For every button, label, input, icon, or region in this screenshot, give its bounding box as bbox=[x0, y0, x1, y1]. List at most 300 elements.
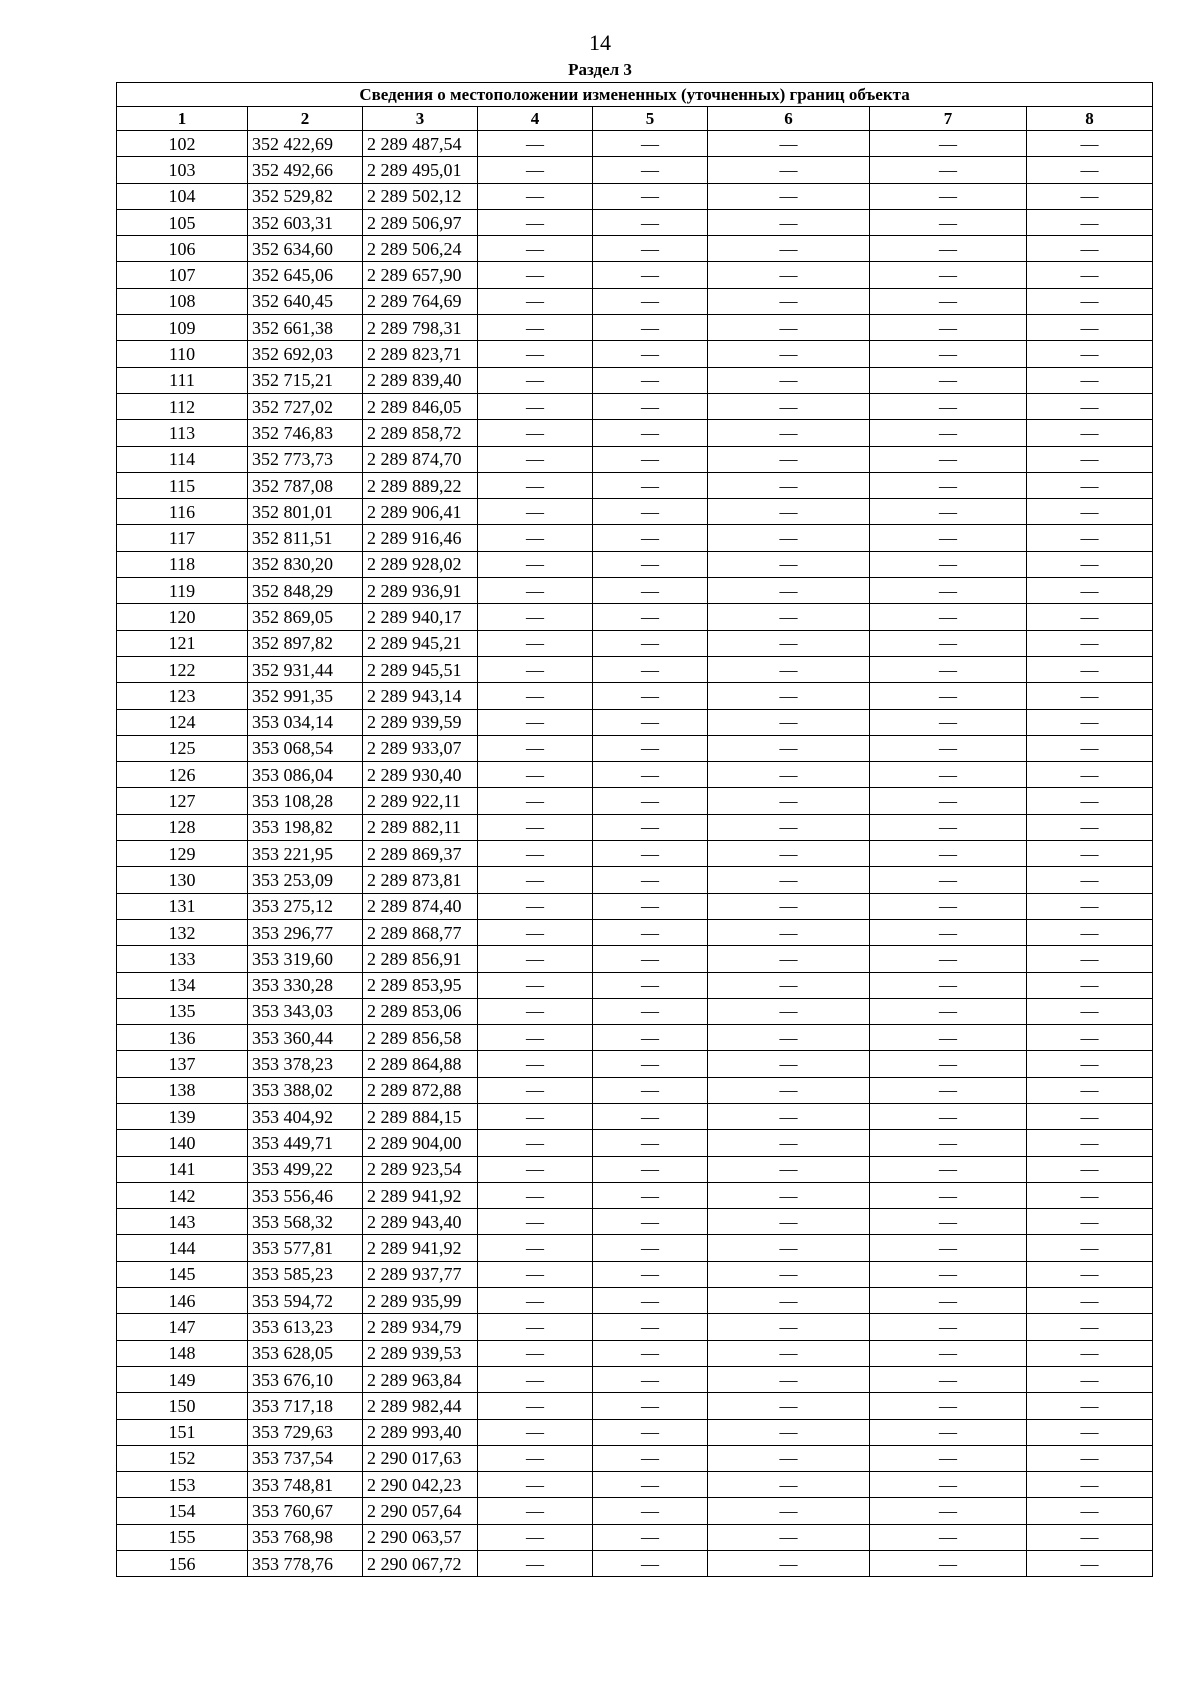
dash-marker: — bbox=[526, 869, 544, 890]
empty-cell bbox=[870, 1419, 1027, 1445]
empty-cell bbox=[1027, 288, 1153, 314]
point-number-cell: 107 bbox=[117, 262, 248, 288]
dash-marker: — bbox=[526, 422, 544, 443]
dash-marker: — bbox=[939, 1080, 957, 1101]
empty-cell bbox=[870, 1261, 1027, 1287]
empty-cell bbox=[478, 814, 593, 840]
empty-cell bbox=[1027, 236, 1153, 262]
column-header: 6 bbox=[708, 107, 870, 131]
y-coordinate-cell: 2 289 934,79 bbox=[363, 1314, 478, 1340]
empty-cell bbox=[708, 131, 870, 157]
dash-marker: — bbox=[526, 1527, 544, 1548]
dash-marker: — bbox=[1080, 1343, 1099, 1364]
point-number-cell: 105 bbox=[117, 209, 248, 235]
dash-marker: — bbox=[641, 1290, 659, 1311]
empty-cell bbox=[593, 525, 708, 551]
empty-cell bbox=[593, 604, 708, 630]
dash-marker: — bbox=[526, 1448, 544, 1469]
table-caption: Сведения о местоположении измененных (уточненных) границ объекта bbox=[117, 83, 1153, 107]
dash-marker: — bbox=[641, 633, 659, 654]
dash-marker: — bbox=[526, 1027, 544, 1048]
empty-cell bbox=[1027, 946, 1153, 972]
empty-cell bbox=[708, 1340, 870, 1366]
y-coordinate-cell: 2 289 506,24 bbox=[363, 236, 478, 262]
dash-marker: — bbox=[939, 554, 957, 575]
dash-marker: — bbox=[779, 1027, 798, 1048]
y-coordinate-cell: 2 289 963,84 bbox=[363, 1366, 478, 1392]
empty-cell bbox=[1027, 683, 1153, 709]
table-row bbox=[117, 367, 1153, 393]
empty-cell bbox=[870, 998, 1027, 1024]
dash-marker: — bbox=[1080, 238, 1099, 259]
empty-cell bbox=[708, 393, 870, 419]
x-coordinate-cell: 352 746,83 bbox=[248, 420, 363, 446]
table-row bbox=[117, 919, 1153, 945]
dash-marker: — bbox=[526, 1001, 544, 1022]
dash-marker: — bbox=[641, 843, 659, 864]
empty-cell bbox=[478, 709, 593, 735]
empty-cell bbox=[1027, 1288, 1153, 1314]
empty-cell bbox=[870, 578, 1027, 604]
dash-marker: — bbox=[779, 396, 798, 417]
empty-cell bbox=[1027, 1472, 1153, 1498]
dash-marker: — bbox=[779, 685, 798, 706]
empty-cell bbox=[593, 341, 708, 367]
dash-marker: — bbox=[939, 843, 957, 864]
dash-marker: — bbox=[779, 1238, 798, 1259]
point-number-cell: 109 bbox=[117, 315, 248, 341]
table-row bbox=[117, 1498, 1153, 1524]
dash-marker: — bbox=[641, 1501, 659, 1522]
dash-marker: — bbox=[779, 1264, 798, 1285]
table-row bbox=[117, 262, 1153, 288]
dash-marker: — bbox=[641, 133, 659, 154]
x-coordinate-cell: 353 360,44 bbox=[248, 1025, 363, 1051]
dash-marker: — bbox=[641, 449, 659, 470]
empty-cell bbox=[708, 1498, 870, 1524]
empty-cell bbox=[593, 1051, 708, 1077]
dash-marker: — bbox=[641, 975, 659, 996]
empty-cell bbox=[708, 788, 870, 814]
y-coordinate-cell: 2 289 889,22 bbox=[363, 472, 478, 498]
dash-marker: — bbox=[779, 501, 798, 522]
empty-cell bbox=[478, 1156, 593, 1182]
empty-cell bbox=[708, 1472, 870, 1498]
dash-marker: — bbox=[939, 1185, 957, 1206]
dash-marker: — bbox=[939, 1159, 957, 1180]
dash-marker: — bbox=[1080, 1395, 1099, 1416]
point-number-cell: 119 bbox=[117, 578, 248, 604]
y-coordinate-cell: 2 289 856,58 bbox=[363, 1025, 478, 1051]
y-coordinate-cell: 2 289 935,99 bbox=[363, 1288, 478, 1314]
empty-cell bbox=[708, 683, 870, 709]
dash-marker: — bbox=[526, 791, 544, 812]
point-number-cell: 130 bbox=[117, 867, 248, 893]
dash-marker: — bbox=[641, 317, 659, 338]
empty-cell bbox=[1027, 209, 1153, 235]
dash-marker: — bbox=[641, 265, 659, 286]
empty-cell bbox=[593, 262, 708, 288]
empty-cell bbox=[870, 841, 1027, 867]
table-row bbox=[117, 1182, 1153, 1208]
point-number-cell: 102 bbox=[117, 131, 248, 157]
dash-marker: — bbox=[526, 265, 544, 286]
empty-cell bbox=[478, 446, 593, 472]
empty-cell bbox=[478, 1366, 593, 1392]
x-coordinate-cell: 353 275,12 bbox=[248, 893, 363, 919]
dash-marker: — bbox=[779, 975, 798, 996]
x-coordinate-cell: 353 568,32 bbox=[248, 1209, 363, 1235]
empty-cell bbox=[870, 1182, 1027, 1208]
empty-cell bbox=[870, 683, 1027, 709]
dash-marker: — bbox=[641, 1553, 659, 1574]
dash-marker: — bbox=[641, 948, 659, 969]
dash-marker: — bbox=[526, 606, 544, 627]
y-coordinate-cell: 2 290 067,72 bbox=[363, 1551, 478, 1577]
dash-marker: — bbox=[641, 1106, 659, 1127]
empty-cell bbox=[708, 867, 870, 893]
empty-cell bbox=[708, 472, 870, 498]
empty-cell bbox=[593, 1156, 708, 1182]
dash-marker: — bbox=[779, 1448, 798, 1469]
column-header: 3 bbox=[363, 107, 478, 131]
dash-marker: — bbox=[1080, 1159, 1099, 1180]
dash-marker: — bbox=[1080, 685, 1099, 706]
empty-cell bbox=[478, 1419, 593, 1445]
y-coordinate-cell: 2 289 858,72 bbox=[363, 420, 478, 446]
empty-cell bbox=[593, 1419, 708, 1445]
dash-marker: — bbox=[779, 1317, 798, 1337]
y-coordinate-cell: 2 289 868,77 bbox=[363, 919, 478, 945]
empty-cell bbox=[870, 525, 1027, 551]
dash-marker: — bbox=[939, 580, 957, 601]
dash-marker: — bbox=[779, 1211, 798, 1232]
dash-marker: — bbox=[779, 1159, 798, 1180]
dash-marker: — bbox=[641, 475, 659, 496]
x-coordinate-cell: 353 585,23 bbox=[248, 1261, 363, 1287]
dash-marker: — bbox=[641, 1448, 659, 1469]
dash-marker: — bbox=[641, 422, 659, 443]
dash-marker: — bbox=[1080, 712, 1099, 733]
dash-marker: — bbox=[526, 212, 544, 233]
x-coordinate-cell: 353 404,92 bbox=[248, 1103, 363, 1129]
empty-cell bbox=[708, 998, 870, 1024]
empty-cell bbox=[593, 499, 708, 525]
dash-marker: — bbox=[641, 1211, 659, 1232]
empty-cell bbox=[593, 1182, 708, 1208]
empty-cell bbox=[1027, 814, 1153, 840]
x-coordinate-cell: 353 221,95 bbox=[248, 841, 363, 867]
dash-marker: — bbox=[939, 712, 957, 733]
table-row bbox=[117, 551, 1153, 577]
dash-marker: — bbox=[641, 1369, 659, 1390]
empty-cell bbox=[593, 1340, 708, 1366]
table-row bbox=[117, 1077, 1153, 1103]
empty-cell bbox=[708, 841, 870, 867]
table-row bbox=[117, 1025, 1153, 1051]
dash-marker: — bbox=[1080, 764, 1099, 785]
dash-marker: — bbox=[1080, 1185, 1099, 1206]
empty-cell bbox=[1027, 1077, 1153, 1103]
point-number-cell: 144 bbox=[117, 1235, 248, 1261]
empty-cell bbox=[708, 551, 870, 577]
empty-cell bbox=[1027, 841, 1153, 867]
table-row bbox=[117, 499, 1153, 525]
empty-cell bbox=[593, 315, 708, 341]
table-body bbox=[117, 131, 1153, 1577]
empty-cell bbox=[870, 656, 1027, 682]
table-row bbox=[117, 1524, 1153, 1550]
empty-cell bbox=[1027, 762, 1153, 788]
y-coordinate-cell: 2 289 487,54 bbox=[363, 131, 478, 157]
point-number-cell: 137 bbox=[117, 1051, 248, 1077]
empty-cell bbox=[478, 604, 593, 630]
dash-marker: — bbox=[641, 1001, 659, 1022]
empty-cell bbox=[1027, 1445, 1153, 1471]
table-row bbox=[117, 604, 1153, 630]
x-coordinate-cell: 352 715,21 bbox=[248, 367, 363, 393]
dash-marker: — bbox=[526, 501, 544, 522]
empty-cell bbox=[593, 841, 708, 867]
point-number-cell: 136 bbox=[117, 1025, 248, 1051]
empty-cell bbox=[1027, 499, 1153, 525]
empty-cell bbox=[593, 683, 708, 709]
dash-marker: — bbox=[526, 1369, 544, 1390]
x-coordinate-cell: 352 692,03 bbox=[248, 341, 363, 367]
dash-marker: — bbox=[779, 633, 798, 654]
table-row bbox=[117, 1261, 1153, 1287]
y-coordinate-cell: 2 289 502,12 bbox=[363, 183, 478, 209]
dash-marker: — bbox=[939, 1027, 957, 1048]
table-row bbox=[117, 420, 1153, 446]
dash-marker: — bbox=[779, 791, 798, 812]
dash-marker: — bbox=[1080, 738, 1099, 759]
dash-marker: — bbox=[1080, 1474, 1099, 1495]
x-coordinate-cell: 353 343,03 bbox=[248, 998, 363, 1024]
y-coordinate-cell: 2 290 042,23 bbox=[363, 1472, 478, 1498]
empty-cell bbox=[478, 131, 593, 157]
dash-marker: — bbox=[1080, 422, 1099, 443]
table-row bbox=[117, 814, 1153, 840]
dash-marker: — bbox=[641, 764, 659, 785]
dash-marker: — bbox=[641, 554, 659, 575]
column-header: 2 bbox=[248, 107, 363, 131]
empty-cell bbox=[708, 762, 870, 788]
empty-cell bbox=[870, 1498, 1027, 1524]
empty-cell bbox=[1027, 1235, 1153, 1261]
empty-cell bbox=[870, 341, 1027, 367]
y-coordinate-cell: 2 289 823,71 bbox=[363, 341, 478, 367]
dash-marker: — bbox=[939, 1264, 957, 1285]
dash-marker: — bbox=[779, 1185, 798, 1206]
dash-marker: — bbox=[939, 1238, 957, 1259]
empty-cell bbox=[708, 157, 870, 183]
dash-marker: — bbox=[939, 606, 957, 627]
dash-marker: — bbox=[939, 212, 957, 233]
empty-cell bbox=[478, 1314, 593, 1340]
dash-marker: — bbox=[1080, 791, 1099, 812]
dash-marker: — bbox=[526, 186, 544, 207]
dash-marker: — bbox=[939, 1501, 957, 1522]
dash-marker: — bbox=[779, 1132, 798, 1153]
empty-cell bbox=[593, 131, 708, 157]
empty-cell bbox=[593, 893, 708, 919]
dash-marker: — bbox=[779, 1106, 798, 1127]
empty-cell bbox=[593, 1314, 708, 1340]
point-number-cell: 150 bbox=[117, 1393, 248, 1419]
empty-cell bbox=[870, 288, 1027, 314]
dash-marker: — bbox=[1080, 869, 1099, 890]
y-coordinate-cell: 2 289 937,77 bbox=[363, 1261, 478, 1287]
empty-cell bbox=[478, 499, 593, 525]
dash-marker: — bbox=[939, 159, 957, 180]
empty-cell bbox=[478, 1445, 593, 1471]
dash-marker: — bbox=[526, 1501, 544, 1522]
empty-cell bbox=[593, 762, 708, 788]
empty-cell bbox=[478, 551, 593, 577]
empty-cell bbox=[1027, 972, 1153, 998]
empty-cell bbox=[478, 288, 593, 314]
dash-marker: — bbox=[939, 317, 957, 338]
empty-cell bbox=[708, 1103, 870, 1129]
x-coordinate-cell: 352 931,44 bbox=[248, 656, 363, 682]
dash-marker: — bbox=[526, 1317, 544, 1337]
dash-marker: — bbox=[641, 528, 659, 549]
x-coordinate-cell: 353 499,22 bbox=[248, 1156, 363, 1182]
dash-marker: — bbox=[779, 1290, 798, 1311]
dash-marker: — bbox=[526, 317, 544, 338]
empty-cell bbox=[593, 1445, 708, 1471]
dash-marker: — bbox=[526, 1553, 544, 1574]
dash-marker: — bbox=[1080, 843, 1099, 864]
table-row bbox=[117, 1209, 1153, 1235]
empty-cell bbox=[593, 393, 708, 419]
point-number-cell: 131 bbox=[117, 893, 248, 919]
empty-cell bbox=[1027, 183, 1153, 209]
dash-marker: — bbox=[779, 1080, 798, 1101]
dash-marker: — bbox=[641, 1132, 659, 1153]
empty-cell bbox=[870, 1340, 1027, 1366]
y-coordinate-cell: 2 289 930,40 bbox=[363, 762, 478, 788]
empty-cell bbox=[478, 157, 593, 183]
table-row bbox=[117, 1419, 1153, 1445]
dash-marker: — bbox=[779, 1527, 798, 1548]
column-number-row bbox=[117, 107, 1153, 131]
empty-cell bbox=[870, 420, 1027, 446]
table-row bbox=[117, 525, 1153, 551]
empty-cell bbox=[593, 814, 708, 840]
empty-cell bbox=[708, 1025, 870, 1051]
dash-marker: — bbox=[939, 1211, 957, 1232]
dash-marker: — bbox=[641, 896, 659, 917]
point-number-cell: 121 bbox=[117, 630, 248, 656]
dash-marker: — bbox=[939, 291, 957, 312]
dash-marker: — bbox=[526, 922, 544, 943]
dash-marker: — bbox=[779, 1395, 798, 1416]
empty-cell bbox=[1027, 735, 1153, 761]
dash-marker: — bbox=[1080, 659, 1099, 680]
empty-cell bbox=[708, 630, 870, 656]
dash-marker: — bbox=[1080, 133, 1099, 154]
point-number-cell: 123 bbox=[117, 683, 248, 709]
empty-cell bbox=[593, 867, 708, 893]
empty-cell bbox=[708, 709, 870, 735]
dash-marker: — bbox=[526, 975, 544, 996]
empty-cell bbox=[478, 1498, 593, 1524]
dash-marker: — bbox=[641, 1185, 659, 1206]
dash-marker: — bbox=[1080, 265, 1099, 286]
empty-cell bbox=[870, 209, 1027, 235]
y-coordinate-cell: 2 290 063,57 bbox=[363, 1524, 478, 1550]
x-coordinate-cell: 353 034,14 bbox=[248, 709, 363, 735]
table-row bbox=[117, 341, 1153, 367]
empty-cell bbox=[593, 788, 708, 814]
empty-cell bbox=[478, 1077, 593, 1103]
empty-cell bbox=[478, 683, 593, 709]
table-row bbox=[117, 867, 1153, 893]
y-coordinate-cell: 2 289 506,97 bbox=[363, 209, 478, 235]
dash-marker: — bbox=[779, 528, 798, 549]
empty-cell bbox=[1027, 604, 1153, 630]
dash-marker: — bbox=[939, 764, 957, 785]
dash-marker: — bbox=[1080, 475, 1099, 496]
empty-cell bbox=[478, 472, 593, 498]
empty-cell bbox=[478, 1235, 593, 1261]
empty-cell bbox=[870, 1103, 1027, 1129]
x-coordinate-cell: 353 388,02 bbox=[248, 1077, 363, 1103]
dash-marker: — bbox=[1080, 1211, 1099, 1232]
empty-cell bbox=[478, 946, 593, 972]
table-row bbox=[117, 1156, 1153, 1182]
empty-cell bbox=[708, 1551, 870, 1577]
empty-cell bbox=[478, 1472, 593, 1498]
point-number-cell: 124 bbox=[117, 709, 248, 735]
point-number-cell: 117 bbox=[117, 525, 248, 551]
dash-marker: — bbox=[939, 1369, 957, 1390]
point-number-cell: 129 bbox=[117, 841, 248, 867]
empty-cell bbox=[478, 1209, 593, 1235]
empty-cell bbox=[1027, 1051, 1153, 1077]
empty-cell bbox=[708, 1051, 870, 1077]
empty-cell bbox=[593, 1077, 708, 1103]
empty-cell bbox=[708, 420, 870, 446]
empty-cell bbox=[1027, 1130, 1153, 1156]
empty-cell bbox=[1027, 446, 1153, 472]
dash-marker: — bbox=[641, 370, 659, 391]
dash-marker: — bbox=[939, 869, 957, 890]
x-coordinate-cell: 353 729,63 bbox=[248, 1419, 363, 1445]
x-coordinate-cell: 353 628,05 bbox=[248, 1340, 363, 1366]
y-coordinate-cell: 2 289 982,44 bbox=[363, 1393, 478, 1419]
dash-marker: — bbox=[779, 475, 798, 496]
table-row bbox=[117, 578, 1153, 604]
point-number-cell: 132 bbox=[117, 919, 248, 945]
empty-cell bbox=[870, 1472, 1027, 1498]
empty-cell bbox=[593, 630, 708, 656]
empty-cell bbox=[478, 262, 593, 288]
empty-cell bbox=[870, 1366, 1027, 1392]
empty-cell bbox=[1027, 893, 1153, 919]
table-row bbox=[117, 288, 1153, 314]
dash-marker: — bbox=[641, 1343, 659, 1364]
dash-marker: — bbox=[1080, 212, 1099, 233]
empty-cell bbox=[708, 814, 870, 840]
dash-marker: — bbox=[939, 791, 957, 812]
dash-marker: — bbox=[526, 528, 544, 549]
y-coordinate-cell: 2 289 853,95 bbox=[363, 972, 478, 998]
x-coordinate-cell: 352 727,02 bbox=[248, 393, 363, 419]
point-number-cell: 143 bbox=[117, 1209, 248, 1235]
